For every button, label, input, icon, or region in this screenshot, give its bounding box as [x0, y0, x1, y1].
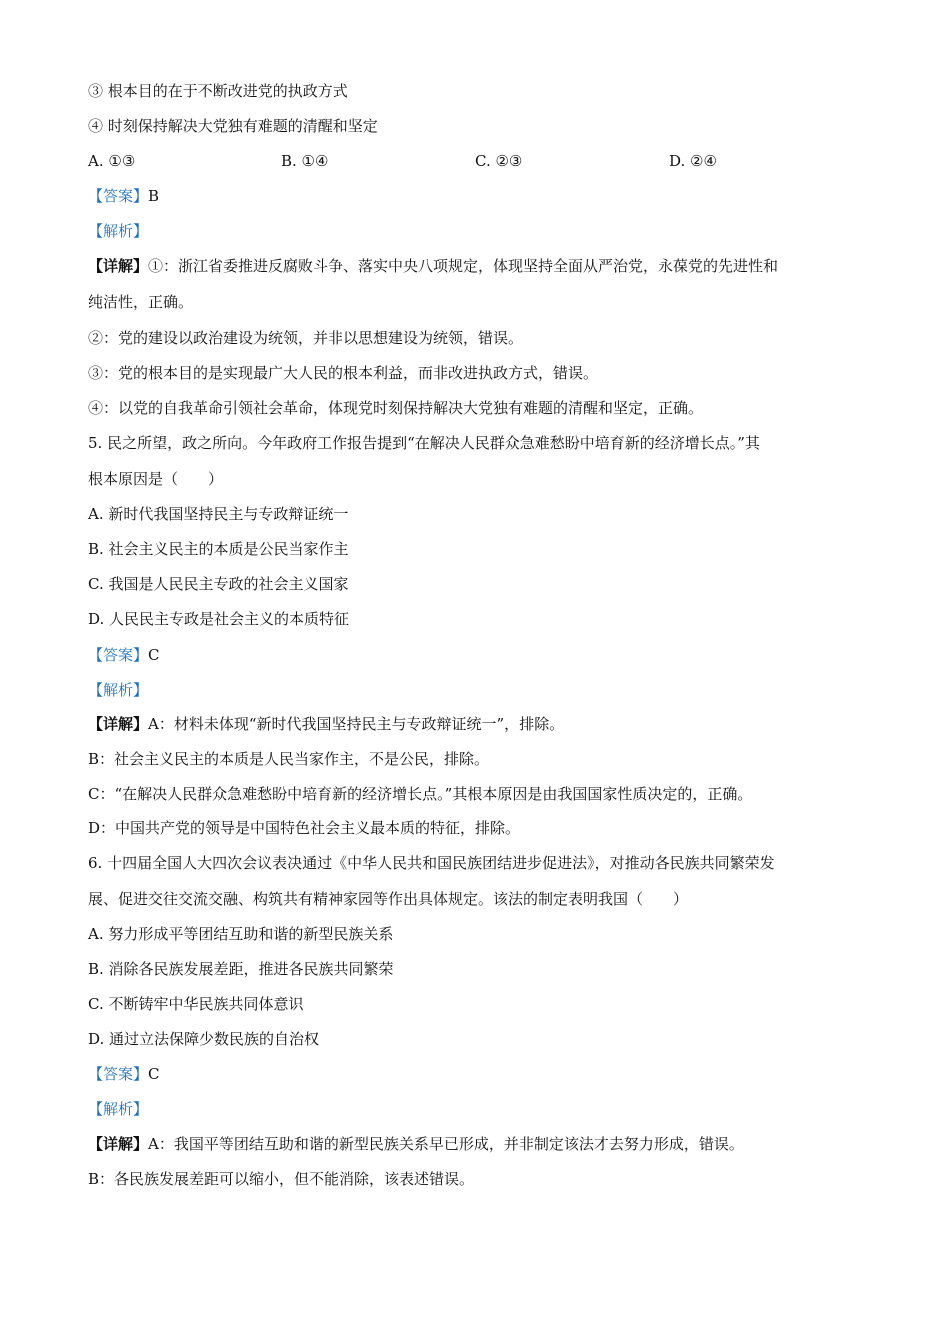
q5-detail-c: C：“在解决人民群众急难愁盼中培育新的经济增长点。”其根本原因是由我国国家性质决定的，正确。 — [88, 785, 753, 803]
q5-stem-cont: 根本原因是（ ） — [88, 470, 224, 488]
q5-analysis-heading — [88, 679, 860, 701]
q5-option-b: B. 社会主义民主的本质是公民当家作主 — [88, 540, 349, 558]
q4-option-a: A. ①③ — [88, 152, 136, 170]
q6-detail-b: B：各民族发展差距可以缩小，但不能消除，该表述错误。 — [88, 1170, 475, 1188]
answer-value: C — [148, 1065, 160, 1083]
q6-detail-a — [88, 1133, 860, 1155]
answer-value: B — [148, 187, 160, 205]
analysis-label: 【解析】 — [88, 681, 149, 699]
q4-item-4: ④ 时刻保持解决大党独有难题的清醒和坚定 — [88, 117, 378, 135]
q6-option-a: A. 努力形成平等团结互助和谐的新型民族关系 — [88, 925, 394, 943]
q4-detail-2: ②：党的建设以政治建设为统领，并非以思想建设为统领，错误。 — [88, 329, 524, 347]
q6-option-c: C. 不断铸牢中华民族共同体意识 — [88, 995, 304, 1013]
q5-detail-b: B：社会主义民主的本质是人民当家作主，不是公民，排除。 — [88, 750, 490, 768]
detail-text: A：我国平等团结互助和谐的新型民族关系早已形成，并非制定该法才去努力形成，错误。 — [148, 1135, 744, 1153]
detail-label: 【详解】 — [88, 257, 149, 275]
q4-detail-1-cont: 纯洁性，正确。 — [88, 293, 194, 311]
q4-item-3: ③ 根本目的在于不断改进党的执政方式 — [88, 82, 348, 100]
q6-option-b: B. 消除各民族发展差距，推进各民族共同繁荣 — [88, 960, 394, 978]
q5-detail-d: D：中国共产党的领导是中国特色社会主义最本质的特征，排除。 — [88, 819, 521, 837]
answer-label: 【答案】 — [88, 187, 149, 205]
q4-detail-4: ④：以党的自我革命引领社会革命，体现党时刻保持解决大党独有难题的清醒和坚定，正确。 — [88, 399, 704, 417]
q6-analysis-heading — [88, 1098, 860, 1120]
detail-label: 【详解】 — [88, 1135, 149, 1153]
q6-option-d: D. 通过立法保障少数民族的自治权 — [88, 1030, 320, 1048]
analysis-label: 【解析】 — [88, 222, 149, 240]
q4-detail-1 — [88, 255, 860, 277]
q6-stem-cont: 展、促进交往交流交融、构筑共有精神家园等作出具体规定。该法的制定表明我国（ ） — [88, 890, 689, 908]
detail-text: A：材料未体现“新时代我国坚持民主与专政辩证统一”，排除。 — [148, 715, 565, 733]
q4-detail-3: ③：党的根本目的是实现最广大人民的根本利益，而非改进执政方式，错误。 — [88, 364, 599, 382]
q5-option-c: C. 我国是人民民主专政的社会主义国家 — [88, 575, 349, 593]
detail-text: ①：浙江省委推进反腐败斗争、落实中央八项规定，体现坚持全面从严治党，永葆党的先进性和 — [148, 257, 779, 275]
answer-label: 【答案】 — [88, 1065, 149, 1083]
q5-detail-a — [88, 713, 860, 735]
answer-value: C — [148, 646, 160, 664]
q5-option-d: D. 人民民主专政是社会主义的本质特征 — [88, 610, 350, 628]
q5-stem: 5. 民之所望，政之所向。今年政府工作报告提到“在解决人民群众急难愁盼中培育新的经济增长点。”其 — [88, 434, 760, 452]
q4-analysis-heading — [88, 220, 860, 242]
q4-option-b: B. ①④ — [281, 152, 329, 170]
q4-option-c: C. ②③ — [475, 152, 523, 170]
detail-label: 【详解】 — [88, 715, 149, 733]
q6-answer — [88, 1063, 860, 1085]
q6-stem: 6. 十四届全国人大四次会议表决通过《中华人民共和国民族团结进步促进法》，对推动各民族共同繁荣发 — [88, 854, 775, 872]
q5-answer — [88, 644, 860, 666]
q4-answer — [88, 185, 860, 207]
q5-option-a: A. 新时代我国坚持民主与专政辩证统一 — [88, 505, 349, 523]
answer-label: 【答案】 — [88, 646, 149, 664]
q4-option-d: D. ②④ — [669, 152, 717, 170]
analysis-label: 【解析】 — [88, 1100, 149, 1118]
